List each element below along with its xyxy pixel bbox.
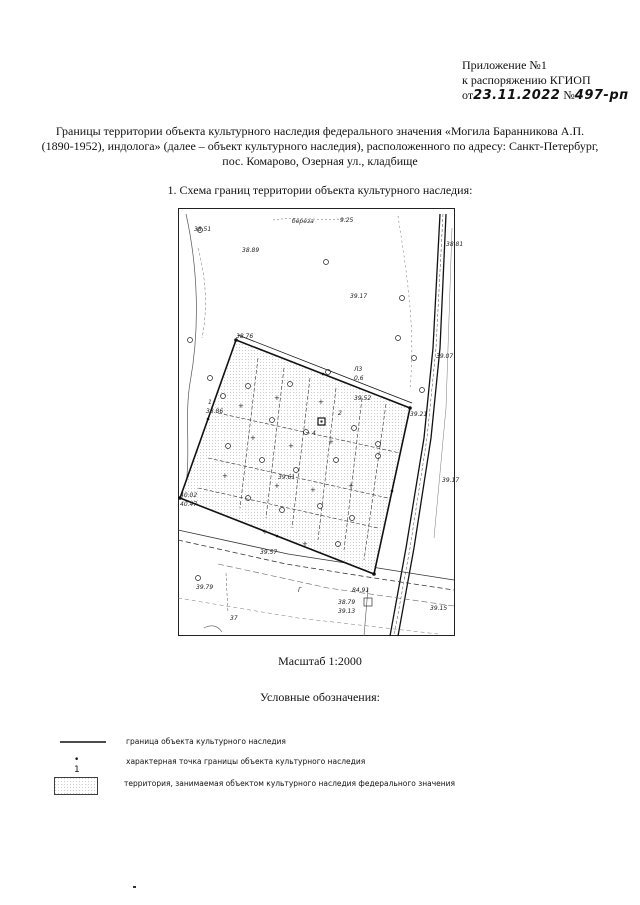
attachment-number: 497-рп (574, 88, 629, 103)
svg-text:+: + (318, 398, 324, 406)
map-label-3881: 38.81 (446, 241, 464, 248)
legend-title: Условные обозначения: (259, 690, 381, 704)
attachment-date-line (462, 88, 629, 103)
map-label-4047: 40.47 (180, 501, 198, 508)
legend-point-symbol: • 1 (74, 755, 80, 775)
map-label-3979: 39.79 (196, 584, 214, 591)
map-label-3957: 39.57 (260, 549, 278, 556)
map-label-3915: 39.15 (430, 605, 448, 612)
attachment-from: от (462, 88, 474, 102)
map-label-pt1: 1 (208, 399, 212, 406)
map-label-3889: 38.89 (242, 247, 260, 254)
map-label-06: 0,6 (354, 375, 364, 382)
svg-text:+: + (328, 438, 334, 446)
map-label-925: 9.25 (340, 217, 354, 224)
svg-text:+: + (222, 472, 228, 480)
map-label-g: Г (298, 587, 302, 594)
svg-text:+: + (250, 434, 256, 442)
svg-text:+: + (262, 528, 268, 536)
attachment-line-2: к распоряжению КГИОП (462, 73, 591, 87)
boundary-line-symbol (58, 738, 108, 746)
map-label-3876: 38.76 (236, 333, 254, 340)
map-label-3913: 39.13 (338, 608, 356, 615)
map-label-3907: 39.07 (436, 353, 454, 360)
map-label-4002: 40.02 (180, 492, 198, 499)
svg-text:+: + (288, 442, 294, 450)
map-label-3879: 38.79 (338, 599, 356, 606)
legend-item-text: территория, занимаемая объектом культурного наследия федерального значения (124, 779, 456, 788)
territory-fill-symbol (54, 777, 98, 795)
document-title: Границы территории объекта культурного наследия федерального значения «Могила Баранникова А.П. (1890-1952), индолога» (далее – объект культурного наследия), расположенного по адресу: Санкт-Петербург, пос. Комарово, Озерная ул., кладбище (41, 124, 599, 168)
attachment-date: 23.11.2022 (473, 88, 561, 103)
legend-item-text: граница объекта культурного наследия (126, 737, 286, 746)
map-label-37: 37 (230, 615, 238, 622)
map-label-pt2: 2 (338, 410, 342, 417)
map-label-l3: Л3 (354, 366, 363, 373)
svg-text:+: + (302, 540, 308, 548)
svg-text:+: + (238, 402, 244, 410)
legend-item-text: характерная точка границы объекта культурного наследия (126, 757, 366, 766)
map-label-3917b: 39.17 (442, 477, 460, 484)
svg-text:+: + (274, 394, 280, 402)
map-label-3921: 39.21 (410, 411, 428, 418)
map-label-3917a: 39.17 (350, 293, 368, 300)
map-label-3961: 39.61 (278, 474, 296, 481)
map-label-bereza: береза (292, 218, 314, 225)
page-mark (133, 886, 136, 888)
map-scale: Масштаб 1:2000 (278, 654, 362, 668)
attachment-line-1: Приложение №1 (462, 58, 547, 72)
map-label-pt4: 4 (312, 430, 316, 437)
svg-text:+: + (274, 482, 280, 490)
map-label-8491: 84.91 (352, 587, 370, 594)
boundary-map (178, 208, 464, 636)
map-label-3851: 38.51 (194, 226, 212, 233)
svg-text:+: + (310, 486, 316, 494)
svg-text:+: + (348, 482, 354, 490)
section-title: 1. Схема границ территории объекта культурного наследия: (167, 183, 473, 197)
attachment-number-sign: № (563, 88, 575, 102)
attachment-header (462, 58, 629, 103)
map-label-3952: 39.52 (354, 395, 372, 402)
map-label-3886: 38.86 (206, 408, 224, 415)
